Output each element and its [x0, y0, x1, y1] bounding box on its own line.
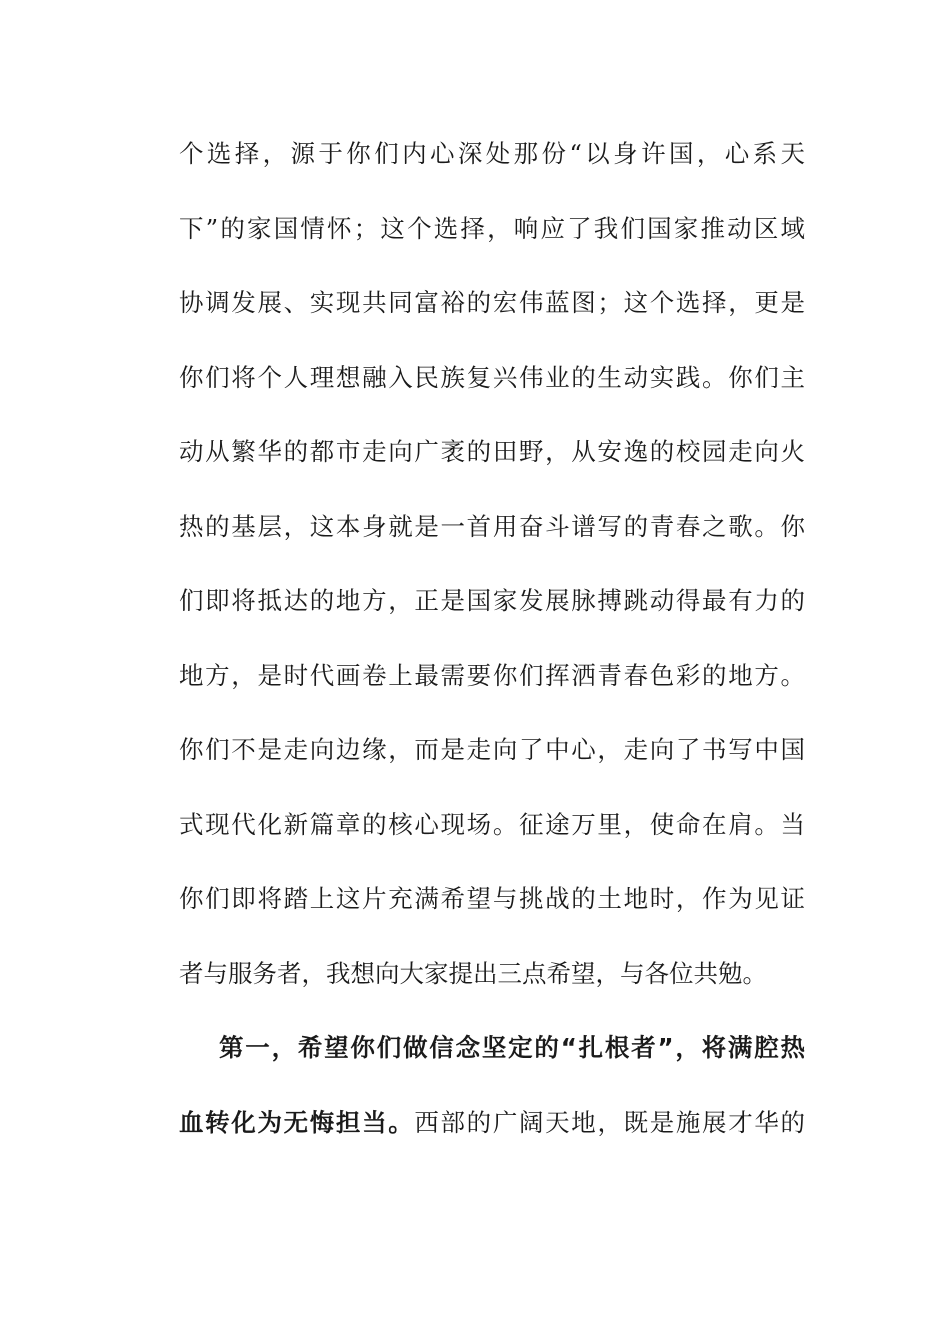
text-line: 式现代化新篇章的核心现场。征途万里，使命在肩。当 — [179, 809, 805, 839]
heading-fragment: 血转化为无悔担当。 — [179, 1107, 415, 1137]
text-line: 你们将个人理想融入民族复兴伟业的生动实践。你们主 — [179, 362, 805, 392]
text-line: 协调发展、实现共同富裕的宏伟蓝图；这个选择，更是 — [179, 288, 805, 317]
text-fragment: 西部的广阔天地，既是施展才华的 — [414, 1107, 806, 1137]
text-line: 你们不是走向边缘，而是走向了中心，走向了书写中国 — [179, 735, 805, 764]
text-line: 地方，是时代画卷上最需要你们挥洒青春色彩的地方。 — [179, 660, 805, 690]
text-line: 个选择，源于你们内心深处那份“以身许国，心系天 — [179, 139, 805, 168]
text-line: 你们即将踏上这片充满希望与挑战的土地时，作为见证 — [179, 884, 805, 913]
text-line: 动从繁华的都市走向广袤的田野，从安逸的校园走向火 — [179, 437, 805, 466]
text-line: 下”的家国情怀；这个选择，响应了我们国家推动区域 — [179, 213, 805, 243]
heading-line: 第一，希望你们做信念坚定的“扎根者”，将满腔热 — [219, 1033, 805, 1062]
text-line: 者与服务者，我想向大家提出三点希望，与各位共勉。 — [179, 958, 767, 988]
text-line: 热的基层，这本身就是一首用奋斗谱写的青春之歌。你 — [179, 511, 805, 541]
text-line: 们即将抵达的地方，正是国家发展脉搏跳动得最有力的 — [179, 586, 805, 615]
mixed-line — [179, 1097, 805, 1172]
body-text — [179, 128, 805, 1171]
